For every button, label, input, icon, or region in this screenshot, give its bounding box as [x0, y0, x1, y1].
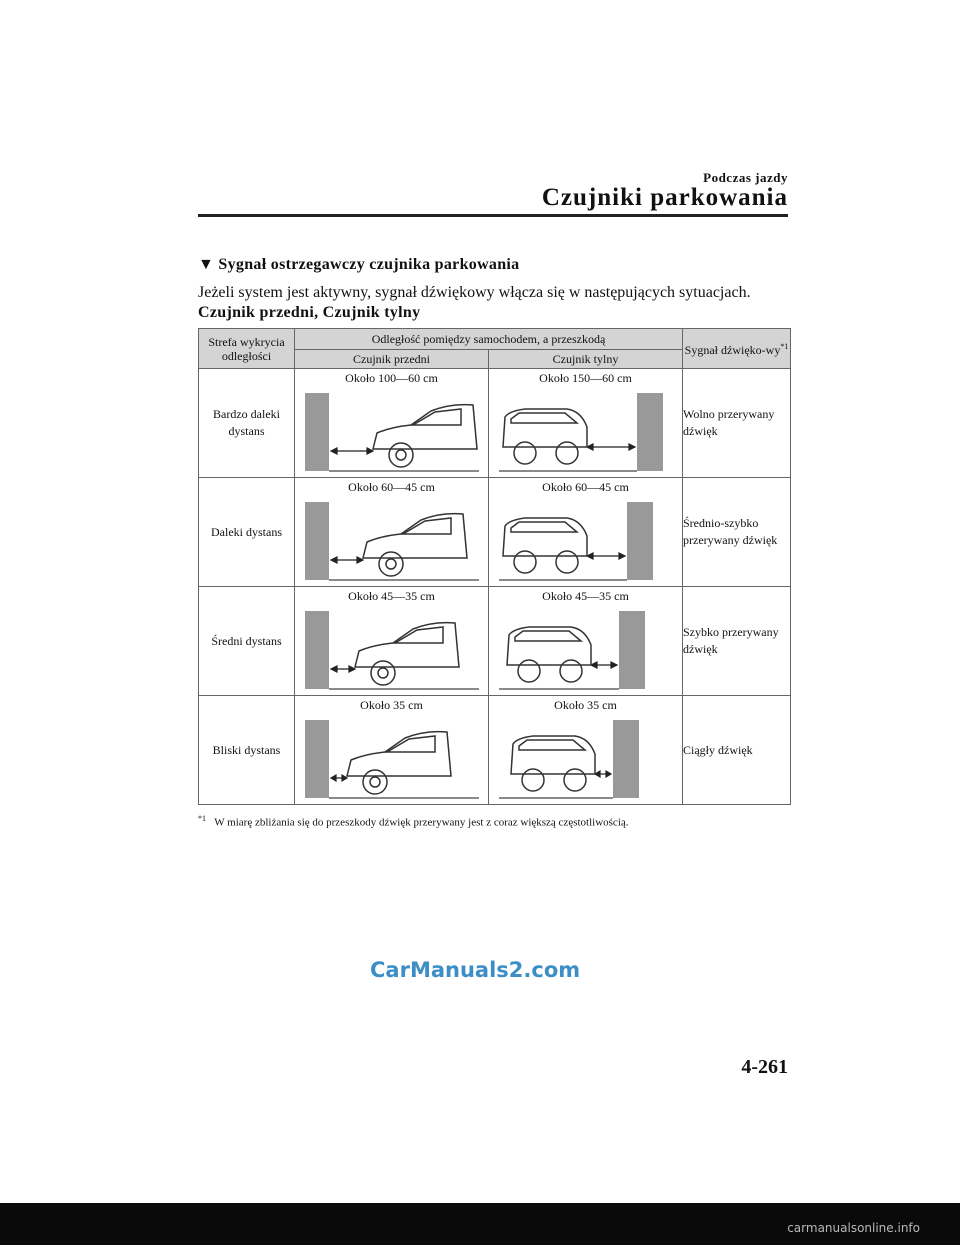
section-title: ▼ Sygnał ostrzegawczy czujnika parkowania — [198, 256, 520, 273]
col-header-zone: Strefa wykrycia odległości — [199, 329, 295, 369]
front-cell — [295, 587, 489, 696]
signal-cell: Ciągły dźwięk — [683, 696, 791, 805]
car-front-to-wall-icon — [301, 496, 483, 582]
col-header-signal: Sygnał dźwięko-$wy^{*1}$ — [683, 329, 791, 369]
front-distance-label: Około 45—35 cm — [348, 589, 435, 603]
car-front-to-wall-icon — [301, 605, 483, 691]
rear-cell — [489, 587, 683, 696]
front-distance-label: Około 35 cm — [360, 698, 423, 712]
parking-sensor-table — [198, 328, 791, 805]
front-distance-label: Około 100—60 cm — [345, 371, 438, 385]
table-row — [199, 478, 791, 587]
front-cell — [295, 696, 489, 805]
signal-cell: Szybko przerywany dźwięk — [683, 587, 791, 696]
rear-distance-label: Około 35 cm — [554, 698, 617, 712]
table-row — [199, 696, 791, 805]
table-row — [199, 587, 791, 696]
watermark: CarManuals2.com — [370, 958, 581, 982]
car-front-to-wall-icon — [301, 387, 483, 473]
signal-cell: Wolno przerywany dźwięk — [683, 369, 791, 478]
col-header-rear: Czujnik tylny — [489, 350, 683, 369]
zone-cell: Średni dystans — [199, 587, 295, 696]
signal-cell: Średnio-szybko przerywany dźwięk — [683, 478, 791, 587]
car-rear-to-wall-icon — [495, 496, 677, 582]
intro-text: Jeżeli system jest aktywny, sygnał dźwiękowy włącza się w następujących sytuacjach. — [198, 284, 751, 301]
zone-cell: Daleki dystans — [199, 478, 295, 587]
rear-cell — [489, 478, 683, 587]
col-header-front: Czujnik przedni — [295, 350, 489, 369]
page-number: 4-261 — [741, 1056, 788, 1078]
rear-distance-label: Około 45—35 cm — [542, 589, 629, 603]
car-rear-to-wall-icon — [495, 605, 677, 691]
front-cell — [295, 478, 489, 587]
car-rear-to-wall-icon — [495, 714, 677, 800]
front-cell — [295, 369, 489, 478]
rear-distance-label: Około 150—60 cm — [539, 371, 632, 385]
zone-cell: Bliski dystans — [199, 696, 295, 805]
subheading: Czujnik przedni, Czujnik tylny — [198, 304, 421, 321]
header-rule — [198, 214, 788, 217]
header-title: Czujniki parkowania — [541, 184, 788, 211]
footnote — [198, 814, 629, 829]
col-header-distance: Odległość pomiędzy samochodem, a przeszkodą — [295, 329, 683, 350]
front-distance-label: Około 60—45 cm — [348, 480, 435, 494]
footer-bar — [0, 1203, 960, 1245]
footnote-text: W miarę zbliżania się do przeszkody dźwięk przerywany jest z coraz większą częstotliwością. — [214, 816, 629, 829]
header-section-label: Podczas jazdy — [703, 170, 788, 185]
footer-site: carmanualsonline.info — [787, 1221, 920, 1235]
zone-cell: Bardzo daleki dystans — [199, 369, 295, 478]
car-front-to-wall-icon — [301, 714, 483, 800]
table-row — [199, 369, 791, 478]
rear-cell — [489, 369, 683, 478]
rear-cell — [489, 696, 683, 805]
rear-distance-label: Około 60—45 cm — [542, 480, 629, 494]
footnote-mark: *1 — [198, 814, 206, 823]
car-rear-to-wall-icon — [495, 387, 677, 473]
